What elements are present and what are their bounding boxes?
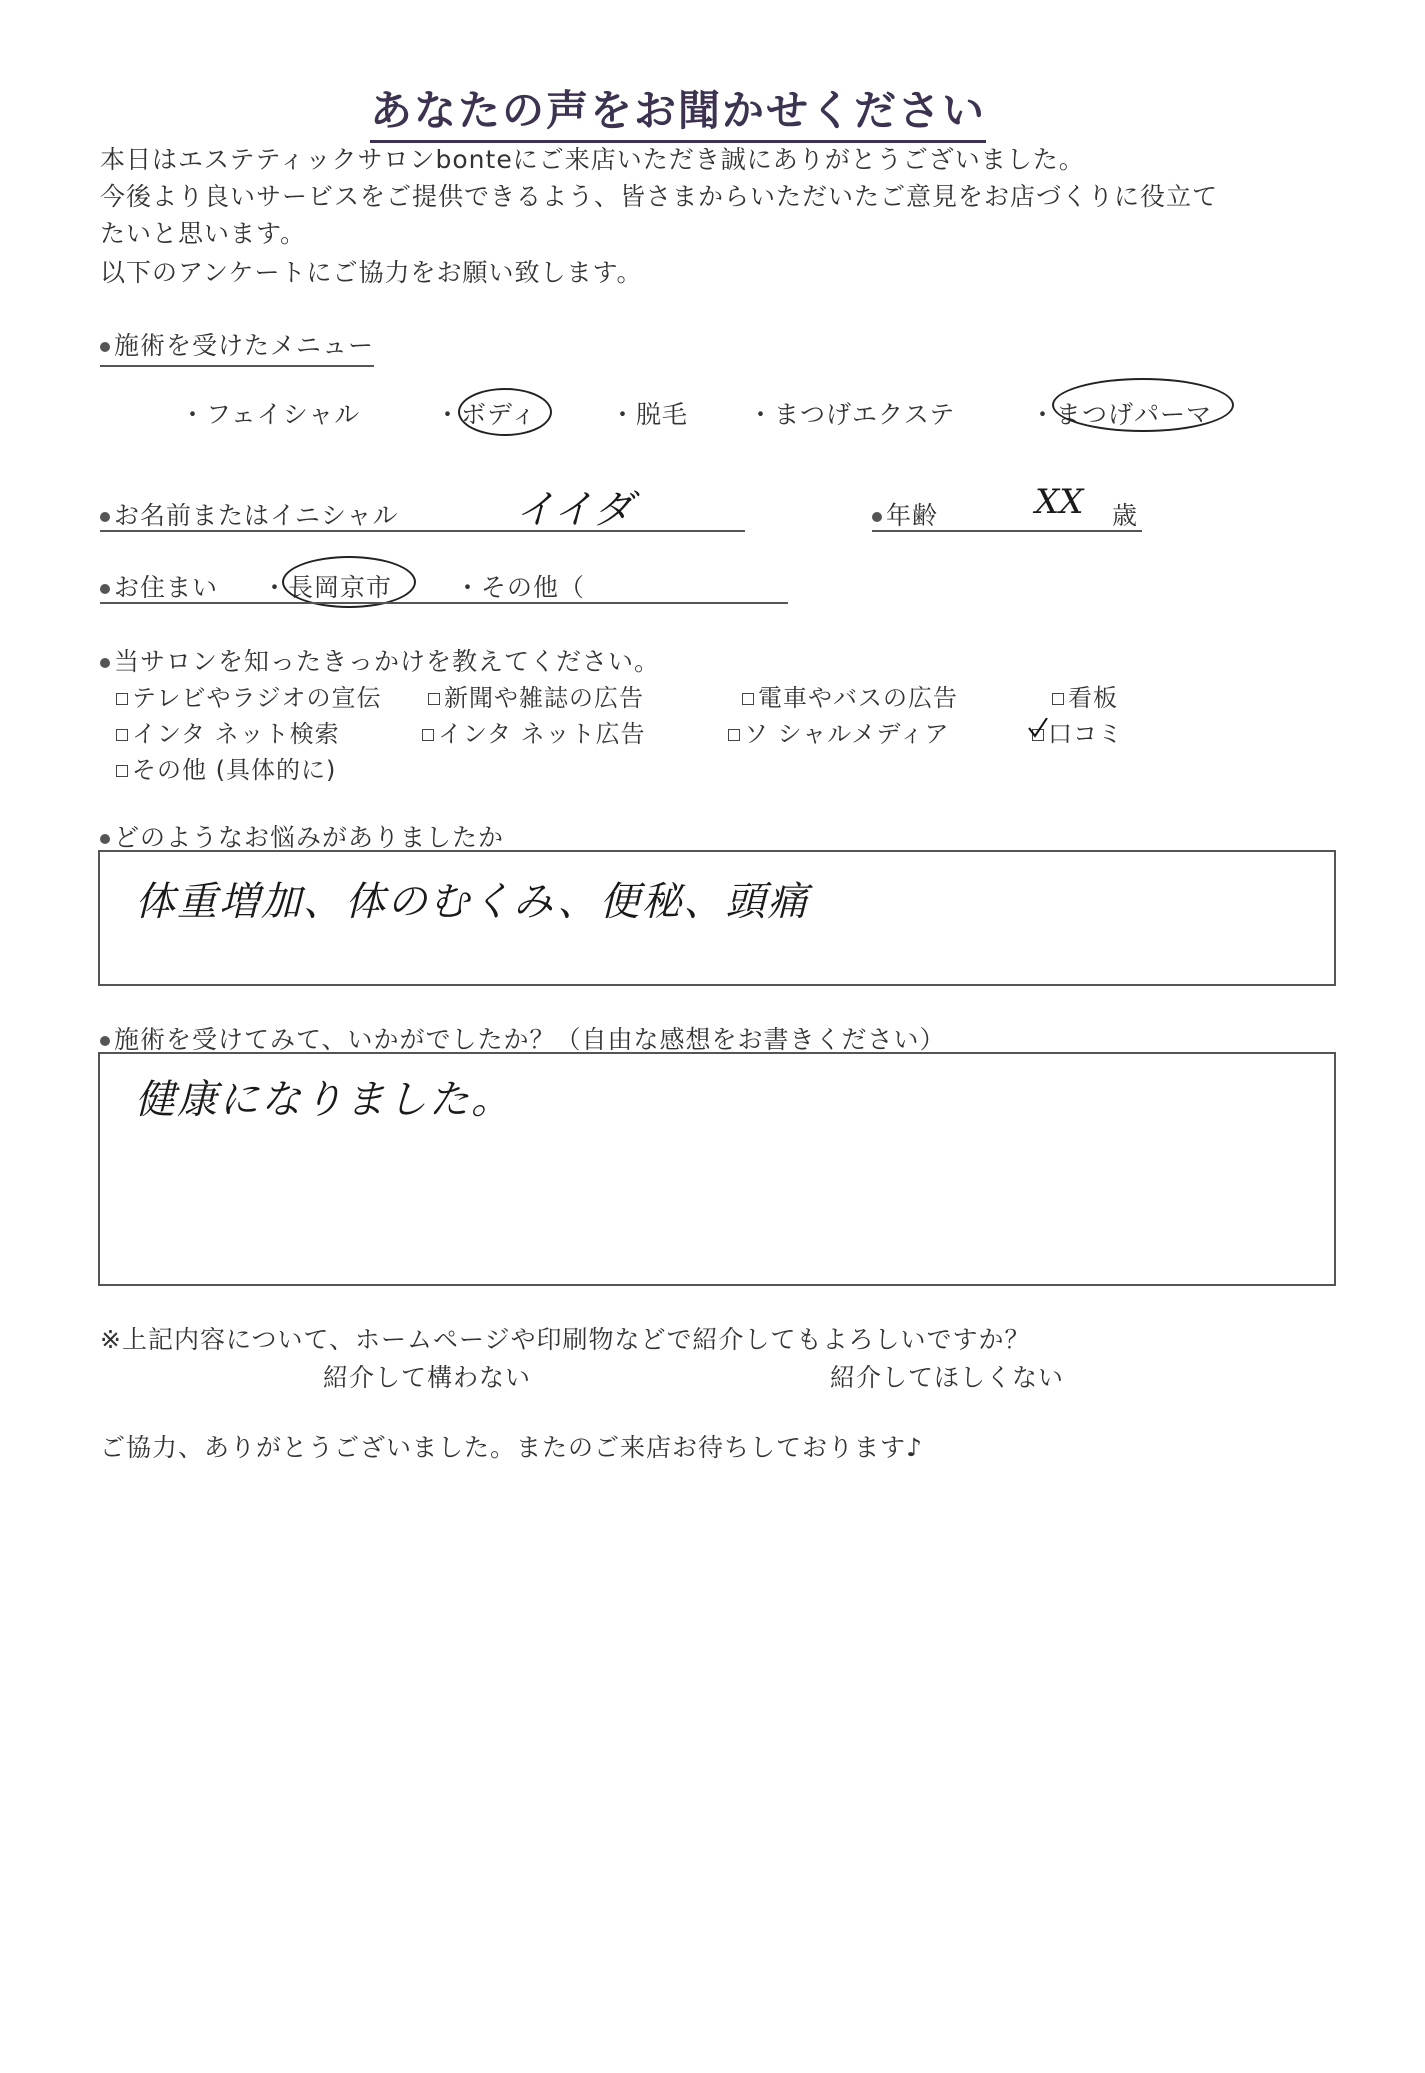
closing-message: ご協力、ありがとうございました。またのご来店お待ちしております♪	[100, 1433, 923, 1462]
menu-option-body[interactable]: ・ボディ	[435, 400, 538, 429]
name-value[interactable]: イイダ	[515, 487, 633, 533]
bullet-icon	[872, 512, 882, 522]
age-unit: 歳	[1112, 501, 1139, 530]
residence-option-other[interactable]: ・その他（	[455, 573, 586, 602]
name-label: お名前またはイニシャル	[100, 496, 399, 532]
source-option-newspaper[interactable]: 新聞や雑誌の広告	[428, 678, 644, 713]
concerns-label: どのようなお悩みがありましたか	[100, 818, 504, 854]
checkbox-icon[interactable]	[742, 693, 754, 705]
source-option-other[interactable]: その他 (具体的に)	[116, 750, 336, 785]
checkbox-icon[interactable]	[728, 729, 740, 741]
checkbox-icon[interactable]	[116, 765, 128, 777]
checked-checkbox-icon[interactable]	[1032, 729, 1044, 741]
source-label: 当サロンを知ったきっかけを教えてください。	[100, 642, 660, 678]
source-option-internet-ad[interactable]: インタ ネット広告	[422, 714, 646, 749]
residence-underline	[100, 602, 788, 604]
menu-option-lash-perm[interactable]: ・まつげパーマ	[1030, 400, 1213, 429]
checkbox-icon[interactable]	[422, 729, 434, 741]
intro-line-1: 本日はエステティックサロンbonteにご来店いただき誠にありがとうございました。	[100, 145, 1085, 174]
permission-yes-option[interactable]: 紹介して構わない	[323, 1363, 532, 1392]
menu-option-lash-extension[interactable]: ・まつげエクステ	[748, 400, 956, 429]
age-underline	[872, 530, 1142, 532]
age-value[interactable]: XX	[1035, 482, 1084, 522]
source-option-train-bus[interactable]: 電車やバスの広告	[742, 678, 958, 713]
impression-answer[interactable]: 健康になりました。	[135, 1077, 513, 1123]
impression-label: 施術を受けてみて、いかがでしたか？（自由な感想をお書きください）	[100, 1020, 946, 1056]
intro-line-4: 以下のアンケートにご協力をお願い致します。	[100, 258, 643, 287]
bullet-icon	[100, 658, 110, 668]
source-option-word-of-mouth[interactable]: 口コミ	[1032, 714, 1123, 749]
bullet-icon	[100, 1036, 110, 1046]
bullet-icon	[100, 584, 110, 594]
source-option-signboard[interactable]: 看板	[1052, 678, 1118, 713]
residence-option-nagaokakyo[interactable]: ・長岡京市	[262, 573, 393, 602]
residence-label: お住まい	[100, 568, 218, 604]
source-option-internet-search[interactable]: インタ ネット検索	[116, 714, 340, 749]
bullet-icon	[100, 512, 110, 522]
bullet-icon	[100, 342, 110, 352]
permission-question: ※上記内容について、ホームページや印刷物などで紹介してもよろしいですか？	[100, 1325, 1031, 1354]
menu-option-facial[interactable]: ・フェイシャル	[180, 400, 361, 429]
checkbox-icon[interactable]	[428, 693, 440, 705]
form-title: あなたの声をお聞かせください	[370, 78, 986, 143]
permission-no-option[interactable]: 紹介してほしくない	[830, 1363, 1065, 1392]
source-option-tv-radio[interactable]: テレビやラジオの宣伝	[116, 678, 382, 713]
checkbox-icon[interactable]	[116, 693, 128, 705]
intro-line-3: たいと思います。	[100, 219, 307, 248]
age-label: 年齢	[872, 496, 938, 532]
intro-line-2: 今後より良いサービスをご提供できるよう、皆さまからいただいたご意見をお店づくりに役立て	[100, 182, 1219, 211]
source-option-social-media[interactable]: ソ シャルメディア	[728, 714, 950, 749]
checkbox-icon[interactable]	[1052, 693, 1064, 705]
menu-option-hair-removal[interactable]: ・脱毛	[610, 400, 689, 429]
concerns-answer[interactable]: 体重増加、体のむくみ、便秘、頭痛	[135, 879, 810, 925]
selection-circle-icon	[458, 388, 552, 436]
selection-circle-icon	[282, 556, 416, 608]
checkbox-icon[interactable]	[116, 729, 128, 741]
menu-section-label: 施術を受けたメニュー	[100, 326, 374, 367]
name-underline	[100, 530, 745, 532]
bullet-icon	[100, 834, 110, 844]
selection-circle-icon	[1052, 378, 1234, 432]
